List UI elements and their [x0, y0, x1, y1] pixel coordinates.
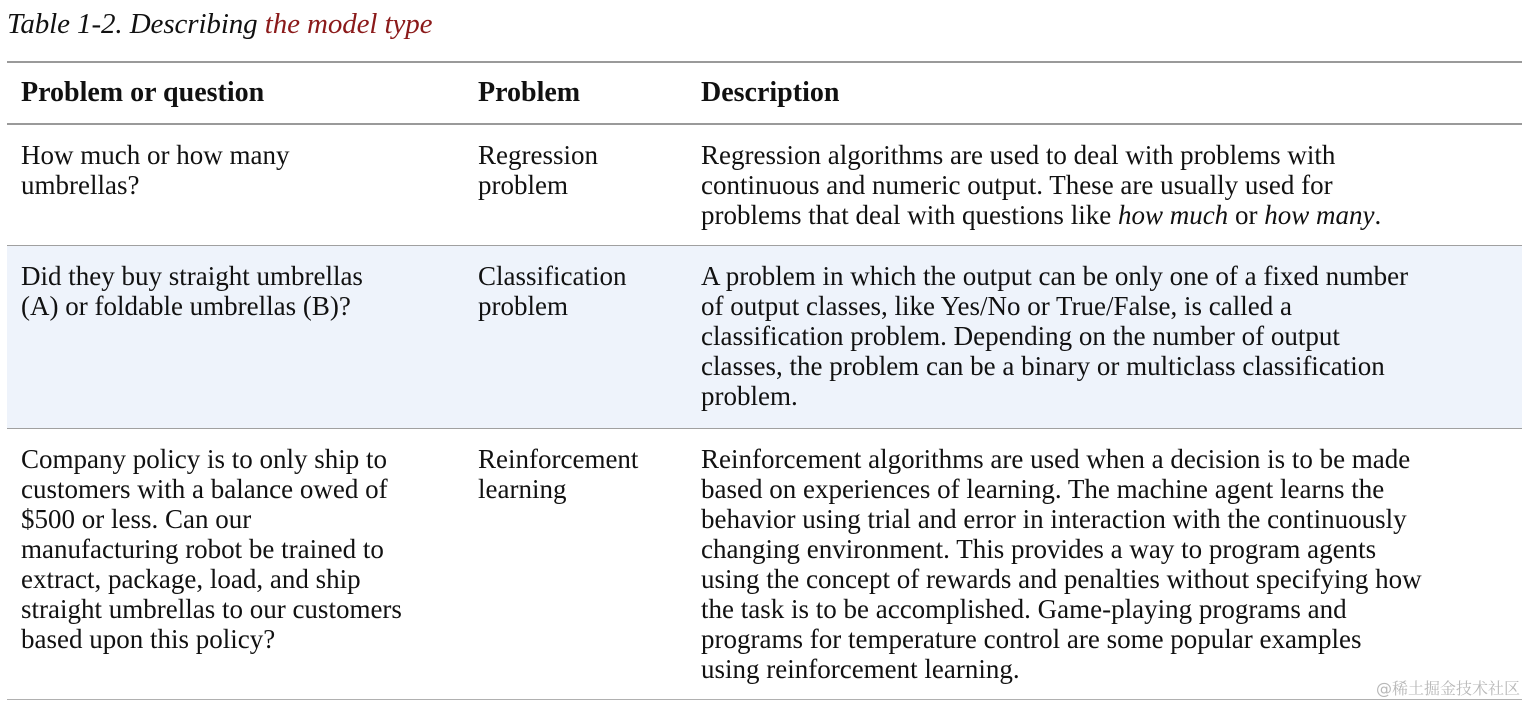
cell-line: $500 or less. Can our: [21, 504, 252, 534]
table-row: [7, 125, 1522, 246]
caption-link[interactable]: the model type: [264, 8, 433, 40]
model-type-table: [7, 61, 1522, 700]
cell-line: Regression: [478, 140, 598, 170]
cell-line: Regression algorithms are used to deal with problems with: [701, 140, 1336, 170]
cell-line: based on experiences of learning. The machine agent learns the: [701, 474, 1385, 504]
cell-line: continuous and numeric output. These are usually used for: [701, 170, 1333, 200]
question-cell: [21, 261, 461, 321]
table-header-row: [7, 63, 1522, 125]
cell-line: behavior using trial and error in interaction with the continuously: [701, 504, 1407, 534]
cell-line: using the concept of rewards and penalties without specifying how: [701, 564, 1422, 594]
cell-line: How much or how many: [21, 140, 290, 170]
cell-line: changing environment. This provides a way to program agents: [701, 534, 1377, 564]
cell-line: extract, package, load, and ship: [21, 564, 361, 594]
emphasis-text: how many: [1264, 200, 1375, 230]
description-cell: [701, 444, 1516, 684]
table-row: [7, 429, 1522, 700]
cell-line: Company policy is to only ship to: [21, 444, 388, 474]
cell-line: umbrellas?: [21, 170, 140, 200]
table-caption: [7, 4, 432, 44]
cell-text: .: [1374, 200, 1382, 230]
cell-line: of output classes, like Yes/No or True/False, is called a: [701, 291, 1292, 321]
cell-line: manufacturing robot be trained to: [21, 534, 384, 564]
cell-line: Reinforcement algorithms are used when a decision is to be made: [701, 444, 1411, 474]
cell-line: A problem in which the output can be only one of a fixed number: [701, 261, 1409, 291]
watermark: @稀土掘金技术社区: [1375, 679, 1520, 698]
cell-line: using reinforcement learning.: [701, 654, 1020, 684]
problem-cell: [478, 140, 678, 200]
cell-line: Did they buy straight umbrellas: [21, 261, 363, 291]
cell-line: based upon this policy?: [21, 624, 276, 654]
cell-text: or: [1228, 200, 1265, 230]
table-row: [7, 246, 1522, 429]
description-cell: [701, 140, 1516, 230]
cell-line: (A) or foldable umbrellas (B)?: [21, 291, 351, 321]
cell-line: problem.: [701, 381, 798, 411]
cell-line: Reinforcement: [478, 444, 639, 474]
question-cell: [21, 444, 461, 654]
cell-line: classes, the problem can be a binary or multiclass classification: [701, 351, 1385, 381]
header-description: Description: [701, 77, 840, 108]
cell-line: straight umbrellas to our customers: [21, 594, 402, 624]
cell-line: customers with a balance owed of: [21, 474, 388, 504]
cell-line: problem: [478, 170, 568, 200]
cell-line: the task is to be accomplished. Game-playing programs and: [701, 594, 1347, 624]
cell-line: problem: [478, 291, 568, 321]
description-cell: [701, 261, 1516, 411]
caption-prefix: Table 1-2. Describing: [7, 8, 265, 40]
emphasis-text: how much: [1117, 200, 1229, 230]
cell-text: problems that deal with questions like: [701, 200, 1118, 230]
header-problem-or-question: Problem or question: [21, 77, 265, 108]
cell-line: Classification: [478, 261, 627, 291]
question-cell: [21, 140, 461, 200]
cell-line: learning: [478, 474, 567, 504]
problem-cell: [478, 261, 678, 321]
cell-line: classification problem. Depending on the number of output: [701, 321, 1340, 351]
problem-cell: [478, 444, 678, 504]
cell-line: programs for temperature control are some popular examples: [701, 624, 1362, 654]
cell-line: [701, 200, 1516, 230]
header-problem: Problem: [478, 77, 581, 108]
